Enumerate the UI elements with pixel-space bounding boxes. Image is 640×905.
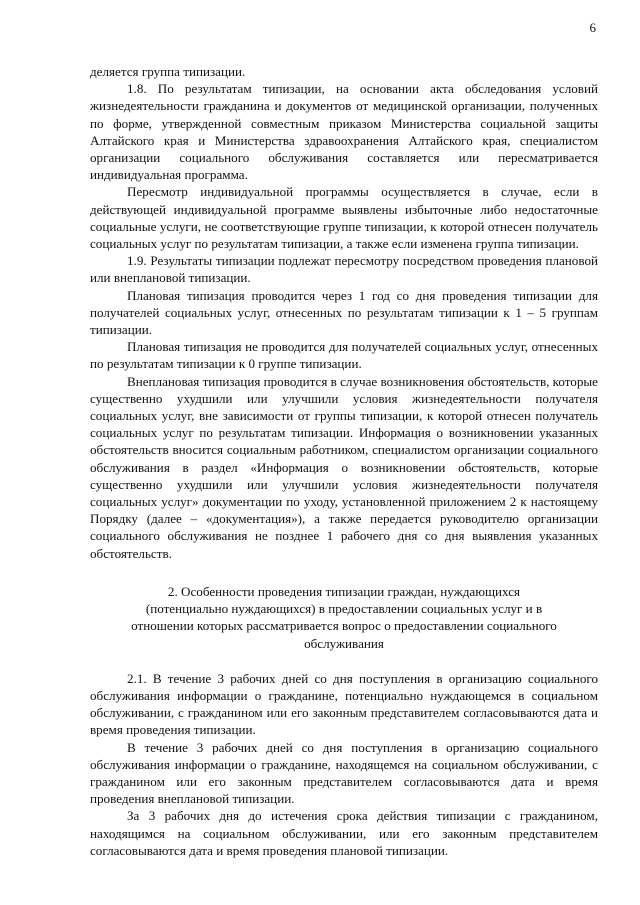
paragraph-planned-not-conducted: Плановая типизация не проводится для получателей социальных услуг, отнесенных по результатам типизации к 0 группе типизации.: [90, 339, 598, 372]
paragraph-revision: Пересмотр индивидуальной программы осуществляется в случае, если в действующей индивидуальной программе выявлены избыточные либо недостаточные социальные услуги, не соответствующие группе типизации, к которой отнесен получатель социальных услуг по результатам типизации, а также если изменена группа типизации.: [90, 184, 598, 252]
paragraph-unplanned-typing: Внеплановая типизация проводится в случае возникновения обстоятельств, которые существенно ухудшили или улучшили условия жизнедеятельности получателя социальных услуг, вне зависимости от группы типизации, к которой отнесен получатель социальных услуг по результатам типизации. Информация о возникновении указанных обстоятельств вносится социальным работником, специалистом организации социального обслуживания в раздел «Информация о возникновении обстоятельств, которые существенно ухудшили или улучшили условия жизнедеятельности получателя социальных услуг» документации по уходу, установленной приложением 2 к настоящему Порядку (далее – «документация»), а также передается руководителю организации социального обслуживания не позднее 1 рабочего дня со дня выявления указанных обстоятельств.: [90, 373, 598, 561]
paragraph-1-8: 1.8. По результатам типизации, на основании акта обследования условий жизнедеятельности гражданина и документов от медицинской организации, полученных по форме, утвержденной совместным приказом Министерства социальной защиты Алтайского края и Министерства здравоохранения Алтайского края, специалистом организации социального обслуживания составляется или пересматривается индивидуальная программа.: [90, 81, 598, 183]
paragraph-planned-typing: Плановая типизация проводится через 1 год со дня проведения типизации для получателей социальных услуг, отнесенных по результатам типизации к 1 – 5 группам типизации.: [90, 287, 598, 338]
document-body: [90, 63, 598, 859]
paragraph-2-1: 2.1. В течение 3 рабочих дней со дня поступления в организацию социального обслуживания информации о гражданине, потенциально нуждающемся в социальном обслуживании, с гражданином или его законным представителем согласовываются дата и время проведения типизации.: [90, 670, 598, 738]
paragraph-1-9: 1.9. Результаты типизации подлежат пересмотру посредством проведения плановой или внеплановой типизации.: [90, 253, 598, 286]
paragraph-continuation: деляется группа типизации.: [90, 64, 246, 79]
section-heading: 2. Особенности проведения типизации граждан, нуждающихся (потенциально нуждающихся) в предоставлении социальных услуг и в отношении которых рассматривается вопрос о предоставлении социального обслуживания: [131, 583, 557, 651]
paragraph-unplanned-agreement: В течение 3 рабочих дней со дня поступления в организацию социального обслуживания информации о гражданине, находящемся на социальном обслуживании, с гражданином или его законным представителем согласовываются дата и время проведения внеплановой типизации.: [90, 739, 598, 807]
paragraph-planned-agreement: За 3 рабочих дня до истечения срока действия типизации с гражданином, находящимся на социальном обслуживании, или его законным представителем согласовываются дата и время проведения плановой типизации.: [90, 808, 598, 858]
page-number: 6: [589, 20, 596, 35]
